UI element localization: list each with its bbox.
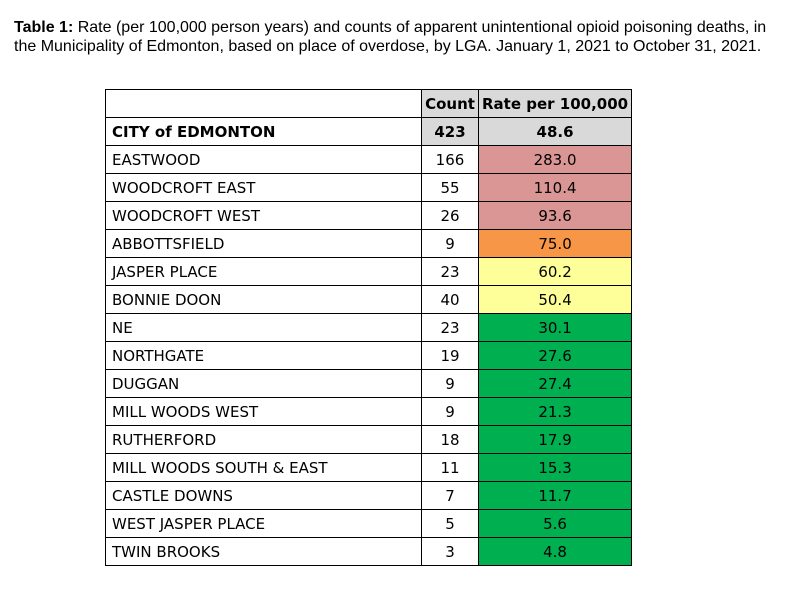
table-row <box>106 258 632 286</box>
table-row <box>106 202 632 230</box>
lga-count: 9 <box>422 230 479 258</box>
lga-count: 11 <box>422 454 479 482</box>
lga-count: 5 <box>422 510 479 538</box>
lga-count: 7 <box>422 482 479 510</box>
lga-name: WOODCROFT EAST <box>106 174 422 202</box>
table-row <box>106 454 632 482</box>
lga-name: TWIN BROOKS <box>106 538 422 566</box>
lga-count: 9 <box>422 370 479 398</box>
header-count: Count <box>422 90 479 118</box>
lga-count: 9 <box>422 398 479 426</box>
lga-count: 40 <box>422 286 479 314</box>
lga-name: NORTHGATE <box>106 342 422 370</box>
total-row <box>106 118 632 146</box>
lga-name: EASTWOOD <box>106 146 422 174</box>
lga-rate: 21.3 <box>479 398 632 426</box>
lga-rate: 110.4 <box>479 174 632 202</box>
lga-rate: 4.8 <box>479 538 632 566</box>
lga-count: 23 <box>422 258 479 286</box>
caption-label: Table 1: <box>14 19 74 36</box>
table-row <box>106 314 632 342</box>
lga-name: DUGGAN <box>106 370 422 398</box>
lga-name: RUTHERFORD <box>106 426 422 454</box>
lga-rate: 5.6 <box>479 510 632 538</box>
table-row <box>106 538 632 566</box>
table-caption <box>14 18 790 56</box>
total-rate: 48.6 <box>479 118 632 146</box>
table-row <box>106 370 632 398</box>
lga-rate: 15.3 <box>479 454 632 482</box>
lga-count: 55 <box>422 174 479 202</box>
header-rate: Rate per 100,000 <box>479 90 632 118</box>
table-row <box>106 230 632 258</box>
lga-name: WOODCROFT WEST <box>106 202 422 230</box>
lga-rate: 93.6 <box>479 202 632 230</box>
table-row <box>106 398 632 426</box>
lga-rate: 30.1 <box>479 314 632 342</box>
lga-count: 19 <box>422 342 479 370</box>
lga-count: 3 <box>422 538 479 566</box>
lga-name: WEST JASPER PLACE <box>106 510 422 538</box>
table-row <box>106 174 632 202</box>
total-name: CITY of EDMONTON <box>106 118 422 146</box>
lga-rate: 50.4 <box>479 286 632 314</box>
lga-rate: 27.6 <box>479 342 632 370</box>
table-row <box>106 286 632 314</box>
table-row <box>106 510 632 538</box>
lga-rate: 27.4 <box>479 370 632 398</box>
lga-rate: 283.0 <box>479 146 632 174</box>
lga-count: 166 <box>422 146 479 174</box>
lga-count: 26 <box>422 202 479 230</box>
table-row <box>106 426 632 454</box>
lga-rate: 60.2 <box>479 258 632 286</box>
header-row <box>106 90 632 118</box>
total-count: 423 <box>422 118 479 146</box>
header-name <box>106 90 422 118</box>
lga-name: CASTLE DOWNS <box>106 482 422 510</box>
opioid-deaths-table <box>105 89 632 566</box>
lga-count: 18 <box>422 426 479 454</box>
lga-rate: 11.7 <box>479 482 632 510</box>
lga-name: ABBOTTSFIELD <box>106 230 422 258</box>
lga-count: 23 <box>422 314 479 342</box>
lga-name: NE <box>106 314 422 342</box>
lga-name: BONNIE DOON <box>106 286 422 314</box>
lga-rate: 17.9 <box>479 426 632 454</box>
lga-name: JASPER PLACE <box>106 258 422 286</box>
lga-rate: 75.0 <box>479 230 632 258</box>
table-row <box>106 146 632 174</box>
lga-name: MILL WOODS SOUTH & EAST <box>106 454 422 482</box>
table-row <box>106 482 632 510</box>
caption-text: Rate (per 100,000 person years) and counts of apparent unintentional opioid poisoning deaths, in the Municipality of Edmonton, based on place of overdose, by LGA. January 1, 2021 to October 31, 2021. <box>14 19 767 55</box>
table-row <box>106 342 632 370</box>
lga-name: MILL WOODS WEST <box>106 398 422 426</box>
